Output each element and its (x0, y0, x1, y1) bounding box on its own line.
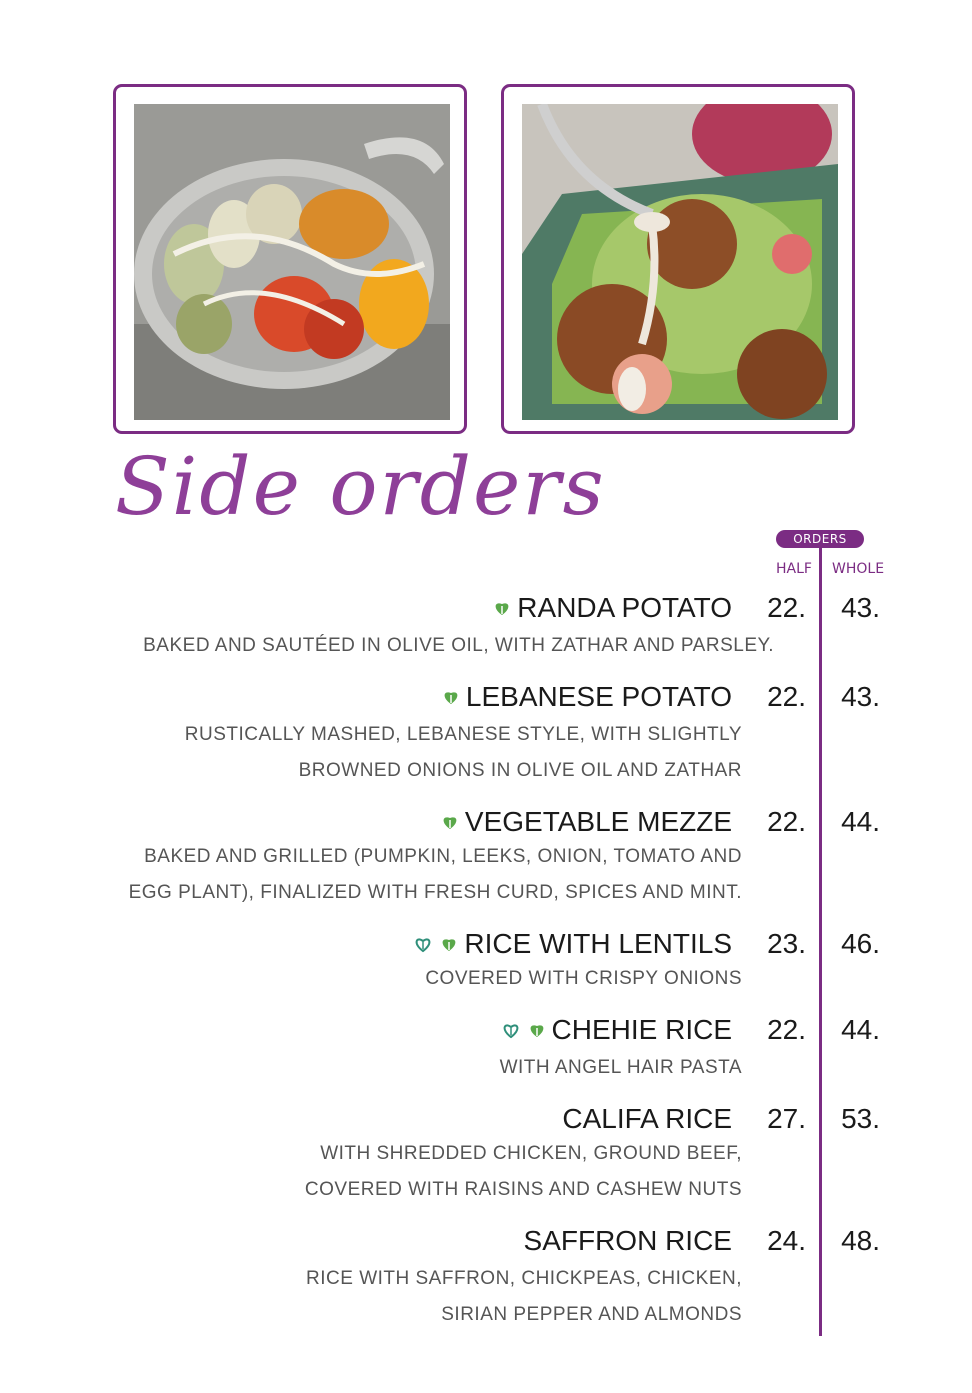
menu-item-description: SIRIAN PEPPER AND ALMONDS (441, 1304, 742, 1325)
menu-item-half-price: 22. (767, 806, 806, 837)
menu-item-description: COVERED WITH RAISINS AND CASHEW NUTS (304, 1179, 742, 1200)
menu-item-description: RICE WITH SAFFRON, CHICKPEAS, CHICKEN, (306, 1268, 742, 1289)
menu-item-description: BROWNED ONIONS IN OLIVE OIL AND ZATHAR (298, 760, 742, 781)
menu-item-description: RUSTICALLY MASHED, LEBANESE STYLE, WITH SLIGHTLY (184, 724, 742, 745)
menu-item-description: WITH ANGEL HAIR PASTA (499, 1057, 742, 1078)
menu-item-name: CHEHIE RICE (500, 1014, 732, 1046)
menu-item-name: SAFFRON RICE (523, 1225, 732, 1256)
falafel-salad-photo (522, 104, 838, 420)
heart-leaf-icon (500, 1019, 522, 1041)
menu-item-name: RICE WITH LENTILS (412, 928, 732, 960)
menu-item-name: CALIFA RICE (562, 1103, 732, 1134)
menu-item-description: BAKED AND GRILLED (PUMPKIN, LEEKS, ONION, TOMATO AND (144, 846, 742, 867)
half-column-header: HALF (776, 561, 812, 577)
menu-item-description: BAKED AND SAUTÉED IN OLIVE OIL, WITH ZATHAR AND PARSLEY. (143, 635, 774, 656)
menu-item-whole-price: 44. (841, 806, 880, 837)
vegan-leaf-icon (440, 686, 462, 708)
menu-item-half-price: 27. (767, 1103, 806, 1134)
menu-item-half-price: 22. (767, 681, 806, 712)
menu-item-name: LEBANESE POTATO (440, 681, 732, 713)
menu-item-description: EGG PLANT), FINALIZED WITH FRESH CURD, SPICES AND MINT. (128, 882, 742, 903)
menu-item-description: WITH SHREDDED CHICKEN, GROUND BEEF, (320, 1143, 742, 1164)
menu-item-half-price: 24. (767, 1225, 806, 1256)
photo-frame-falafel-salad (501, 84, 855, 434)
menu-item-description: COVERED WITH CRISPY ONIONS (425, 968, 742, 989)
menu-item-name: RANDA POTATO (491, 592, 732, 624)
menu-item-name: VEGETABLE MEZZE (439, 806, 732, 838)
menu-item-whole-price: 43. (841, 592, 880, 623)
heart-leaf-icon (412, 933, 434, 955)
section-title: Side orders (115, 440, 606, 533)
vegan-leaf-icon (526, 1019, 548, 1041)
vegan-leaf-icon (491, 597, 513, 619)
menu-item-whole-price: 48. (841, 1225, 880, 1256)
menu-item-whole-price: 43. (841, 681, 880, 712)
price-column-divider (819, 546, 822, 1336)
menu-item-half-price: 22. (767, 592, 806, 623)
photo-frame-grilled-vegetables (113, 84, 467, 434)
grilled-vegetables-photo (134, 104, 450, 420)
vegan-leaf-icon (438, 933, 460, 955)
menu-item-whole-price: 44. (841, 1014, 880, 1045)
menu-item-half-price: 22. (767, 1014, 806, 1045)
whole-column-header: WHOLE (832, 561, 885, 577)
menu-item-whole-price: 53. (841, 1103, 880, 1134)
vegan-leaf-icon (439, 811, 461, 833)
orders-header-pill: ORDERS (776, 530, 864, 548)
menu-item-whole-price: 46. (841, 928, 880, 959)
menu-item-half-price: 23. (767, 928, 806, 959)
